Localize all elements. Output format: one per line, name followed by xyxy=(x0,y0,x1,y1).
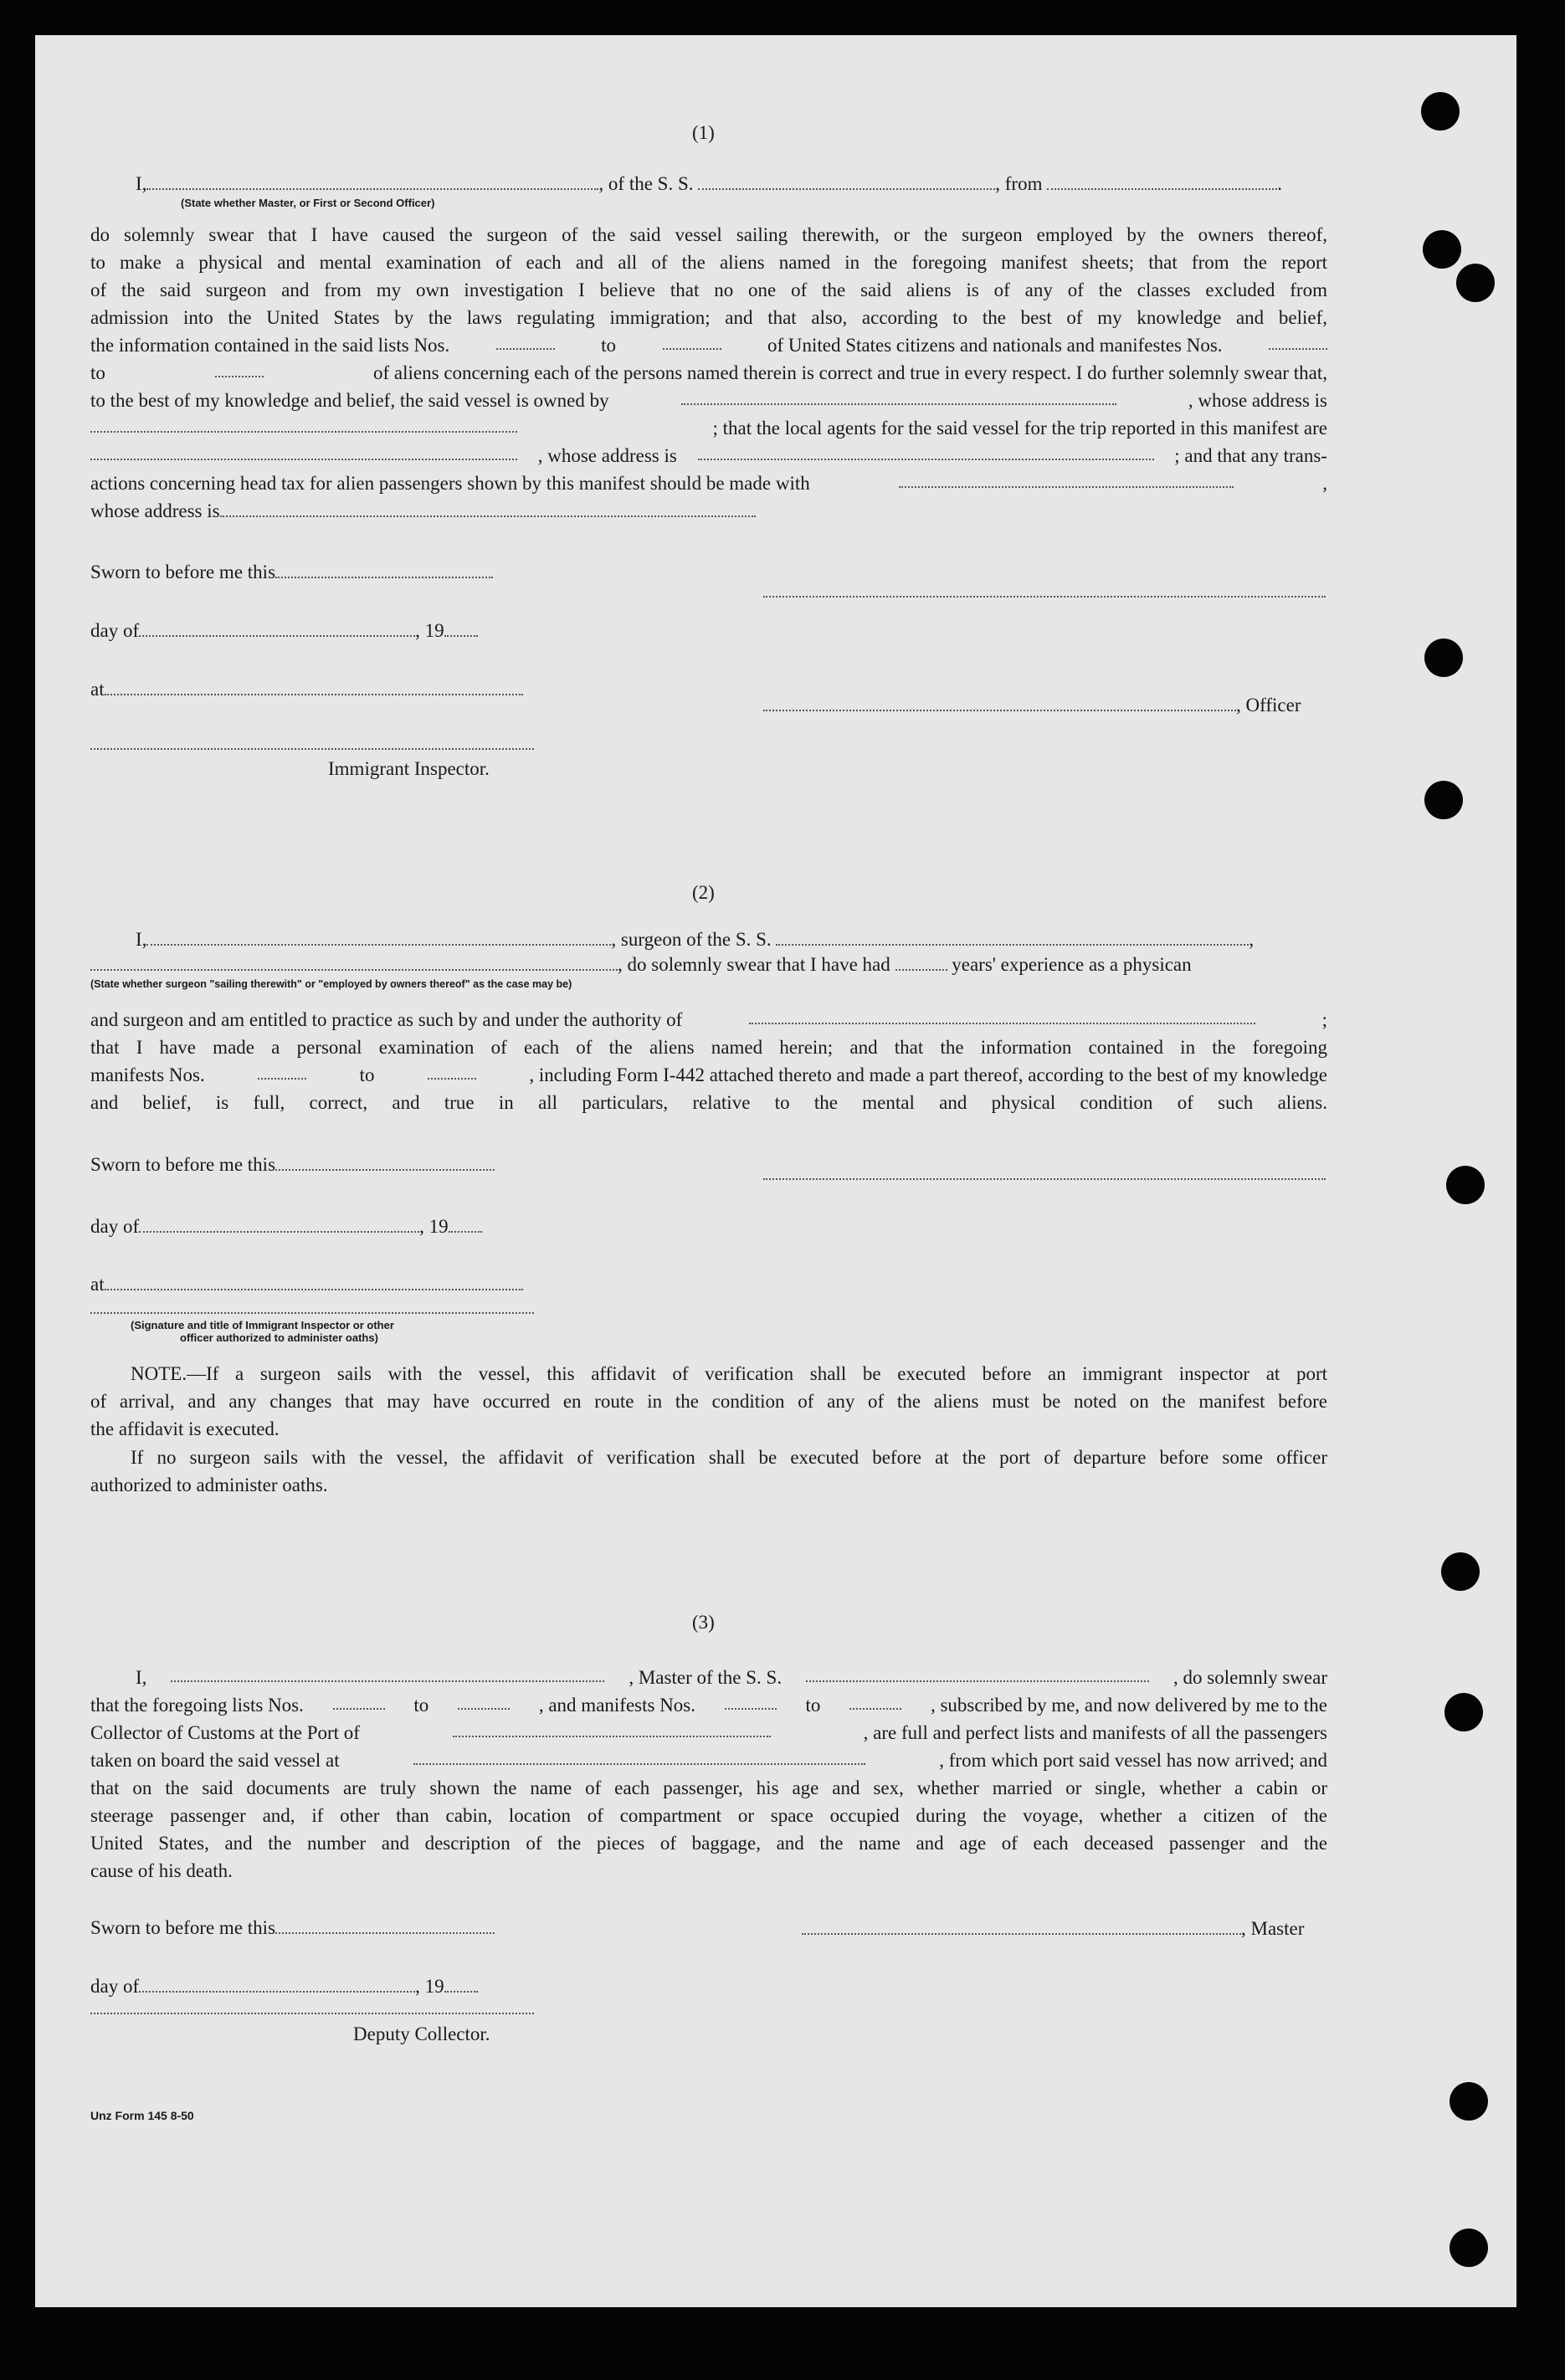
s1-inspector-label: Immigrant Inspector. xyxy=(328,758,490,779)
s3-line-3: Collector of Customs at the Port of , are full and perfect lists and manifests of all the passengers xyxy=(90,1719,1327,1747)
s2-sworn-row: Sworn to before me this xyxy=(90,1151,495,1178)
s2-note-line-1: NOTE.—If a surgeon sails with the vessel, this affidavit of verification shall be executed before an immigrant inspector at port xyxy=(131,1363,1327,1384)
s1-line-6: to of aliens concerning each of the persons named therein is correct and true in every respect. I do further solemnly swear that, xyxy=(90,359,1327,387)
manifest-affidavit-sheet xyxy=(35,35,1516,2307)
s1-line-5: the information contained in the said lists Nos. to of United States citizens and nationals and manifestes Nos. xyxy=(90,331,1327,359)
s3-boarding-port-field[interactable] xyxy=(413,1747,865,1765)
s2-sig-note-2: officer authorized to administer oaths) xyxy=(180,1331,378,1344)
punch-hole xyxy=(1444,1693,1483,1731)
s3-master-row: , Master xyxy=(802,1915,1304,1942)
s1-officer-row: , Officer xyxy=(763,691,1301,719)
s1-local-agents-field[interactable] xyxy=(90,442,517,460)
s1-lists-from-field[interactable] xyxy=(496,331,555,350)
s2-at-row: at xyxy=(90,1270,523,1298)
s1-owner-address-field[interactable] xyxy=(90,414,517,433)
s2-line-5: manifests Nos. to , including Form I-442 attached thereto and made a part thereof, according to the best of my knowledge xyxy=(90,1061,1327,1089)
s2-vessel-name-field[interactable] xyxy=(776,927,1249,946)
section-1-number: (1) xyxy=(692,122,715,143)
form-number: Unz Form 145 8-50 xyxy=(90,2109,194,2122)
s1-dayof-row: day of , 19 xyxy=(90,617,478,644)
s1-head-tax-party-field[interactable] xyxy=(899,469,1234,488)
s1-signature-line[interactable] xyxy=(763,596,1326,598)
s2-line-1: I, , surgeon of the S. S. , xyxy=(136,929,1255,950)
s2-inspector-signature-line[interactable] xyxy=(90,1312,534,1314)
s3-sworn-day-field[interactable] xyxy=(275,1916,495,1934)
s2-authority-field[interactable] xyxy=(749,1006,1255,1024)
s3-collector-label: Deputy Collector. xyxy=(353,2024,490,2044)
s3-body-line-3: United States, and the number and description of the pieces of baggage, and the name and age of each deceased passenger and the xyxy=(90,1833,1327,1854)
s2-month-field[interactable] xyxy=(139,1214,419,1233)
s3-master-signature-field[interactable] xyxy=(802,1916,1241,1935)
s3-manifests-from-field[interactable] xyxy=(725,1691,777,1710)
s1-at-place-field[interactable] xyxy=(105,677,523,695)
s1-line-7: to the best of my knowledge and belief, the said vessel is owned by , whose address is xyxy=(90,387,1327,414)
s2-note-line-2: of arrival, and any changes that may have occurred en route in the condition of any of the aliens must be noted on the manifest before xyxy=(90,1391,1327,1412)
s2-manifests-from-field[interactable] xyxy=(258,1061,306,1080)
s3-year-field[interactable] xyxy=(444,1974,478,1993)
s2-note2-line-1: If no surgeon sails with the vessel, the affidavit of verification shall be executed before at the port of departure before some officer xyxy=(131,1447,1327,1468)
s1-body-line-1: do solemnly swear that I have caused the surgeon of the said vessel sailing therewith, or the surgeon employed by the owners thereof, xyxy=(90,224,1327,245)
s1-line-9: , whose address is ; and that any trans- xyxy=(90,442,1327,469)
s2-dayof-row: day of , 19 xyxy=(90,1213,482,1240)
punch-hole xyxy=(1450,2229,1488,2267)
s1-officer-name-field[interactable] xyxy=(146,172,598,190)
s1-year-field[interactable] xyxy=(444,618,478,637)
s1-agents-address-field[interactable] xyxy=(698,442,1154,460)
s3-vessel-name-field[interactable] xyxy=(806,1664,1149,1682)
punch-hole xyxy=(1441,1552,1480,1591)
s1-line-11: whose address is xyxy=(90,497,756,525)
s3-dayof-row: day of , 19 xyxy=(90,1972,478,2000)
s2-sworn-day-field[interactable] xyxy=(275,1152,495,1171)
s3-collector-signature-line[interactable] xyxy=(90,2013,534,2014)
s2-year-field[interactable] xyxy=(449,1214,482,1233)
s3-lists-to-field[interactable] xyxy=(458,1691,510,1710)
s1-inspector-signature-line[interactable] xyxy=(90,748,534,750)
s1-manifests-to-field[interactable] xyxy=(215,359,264,377)
s2-years-field[interactable] xyxy=(895,952,947,971)
punch-hole xyxy=(1424,639,1463,677)
s3-line-2: that the foregoing lists Nos. to , and manifests Nos. to , subscribed by me, and now delivered by me to the xyxy=(90,1691,1327,1719)
s2-sig-note-1: (Signature and title of Immigrant Inspector or other xyxy=(131,1319,394,1331)
s2-line-3: and surgeon and am entitled to practice as such by and under the authority of ; xyxy=(90,1006,1327,1034)
s1-line-1: I, , of the S. S. , from . xyxy=(136,173,1282,194)
s3-master-name-field[interactable] xyxy=(171,1664,604,1682)
s1-officer-note: (State whether Master, or First or Second Officer) xyxy=(181,197,435,209)
s1-officer-signature-field[interactable] xyxy=(763,693,1236,711)
s3-month-field[interactable] xyxy=(139,1974,415,1993)
s1-lists-to-field[interactable] xyxy=(663,331,721,350)
punch-hole xyxy=(1421,92,1460,131)
s1-body-line-4: admission into the United States by the laws regulating immigration; and that also, according to the best of my knowledge and belief, xyxy=(90,307,1327,328)
s1-at-row: at xyxy=(90,675,523,703)
s1-sworn-row: Sworn to before me this xyxy=(90,558,493,586)
s2-signature-line[interactable] xyxy=(763,1178,1326,1180)
s3-body-line-4: cause of his death. xyxy=(90,1860,233,1881)
s1-line-10: actions concerning head tax for alien passengers shown by this manifest should be made with , xyxy=(90,469,1327,497)
s2-surgeon-status-field[interactable] xyxy=(90,952,618,971)
s1-head-tax-address-field[interactable] xyxy=(220,499,756,517)
s2-at-place-field[interactable] xyxy=(105,1272,523,1290)
s3-port-field[interactable] xyxy=(453,1719,771,1737)
s2-body-line-6: and belief, is full, correct, and true in all particulars, relative to the mental and physical condition of such aliens. xyxy=(90,1092,1327,1113)
s1-month-field[interactable] xyxy=(139,618,415,637)
s1-vessel-owner-field[interactable] xyxy=(681,387,1116,405)
s1-from-port-field[interactable] xyxy=(1047,172,1277,190)
s2-surgeon-note: (State whether surgeon "sailing therewith" or "employed by owners thereof" as the case may be) xyxy=(90,978,572,990)
s2-note-line-3: the affidavit is executed. xyxy=(90,1418,280,1439)
punch-hole xyxy=(1424,781,1463,819)
s3-line-1: I, , Master of the S. S. , do solemnly swear xyxy=(136,1664,1327,1691)
punch-hole xyxy=(1446,1166,1485,1204)
s2-body-line-4: that I have made a personal examination of each of the aliens named herein; and that the information contained in the foregoing xyxy=(90,1037,1327,1058)
section-3-number: (3) xyxy=(692,1612,715,1633)
s3-body-line-2: steerage passenger and, if other than cabin, location of compartment or space occupied during the voyage, whether a citizen of the xyxy=(90,1805,1327,1826)
s1-body-line-3: of the said surgeon and from my own investigation I believe that no one of the said aliens is of any of the classes excluded from xyxy=(90,280,1327,300)
s2-line-2: , do solemnly swear that I have had years' experience as a physican xyxy=(90,951,1192,978)
s1-sworn-day-field[interactable] xyxy=(275,560,493,578)
s1-line-8: ; that the local agents for the said vessel for the trip reported in this manifest are xyxy=(90,414,1327,442)
section-2-number: (2) xyxy=(692,882,715,903)
punch-hole xyxy=(1450,2082,1488,2121)
s2-manifests-to-field[interactable] xyxy=(428,1061,476,1080)
s2-note2-line-2: authorized to administer oaths. xyxy=(90,1475,328,1495)
punch-hole xyxy=(1423,230,1461,269)
s3-line-4: taken on board the said vessel at , from which port said vessel has now arrived; and xyxy=(90,1747,1327,1774)
s3-body-line-1: that on the said documents are truly shown the name of each passenger, his age and sex, whether married or single, whether a cabin or xyxy=(90,1777,1327,1798)
s3-manifests-to-field[interactable] xyxy=(849,1691,901,1710)
punch-hole xyxy=(1456,264,1495,302)
s1-body-line-2: to make a physical and mental examination of each and all of the aliens named in the foregoing manifest sheets; that from the report xyxy=(90,252,1327,273)
s2-surgeon-name-field[interactable] xyxy=(146,927,611,946)
s3-sworn-row: Sworn to before me this xyxy=(90,1914,495,1941)
s1-vessel-name-field[interactable] xyxy=(698,172,995,190)
s3-lists-from-field[interactable] xyxy=(333,1691,385,1710)
s1-manifests-from-field[interactable] xyxy=(1269,331,1327,350)
